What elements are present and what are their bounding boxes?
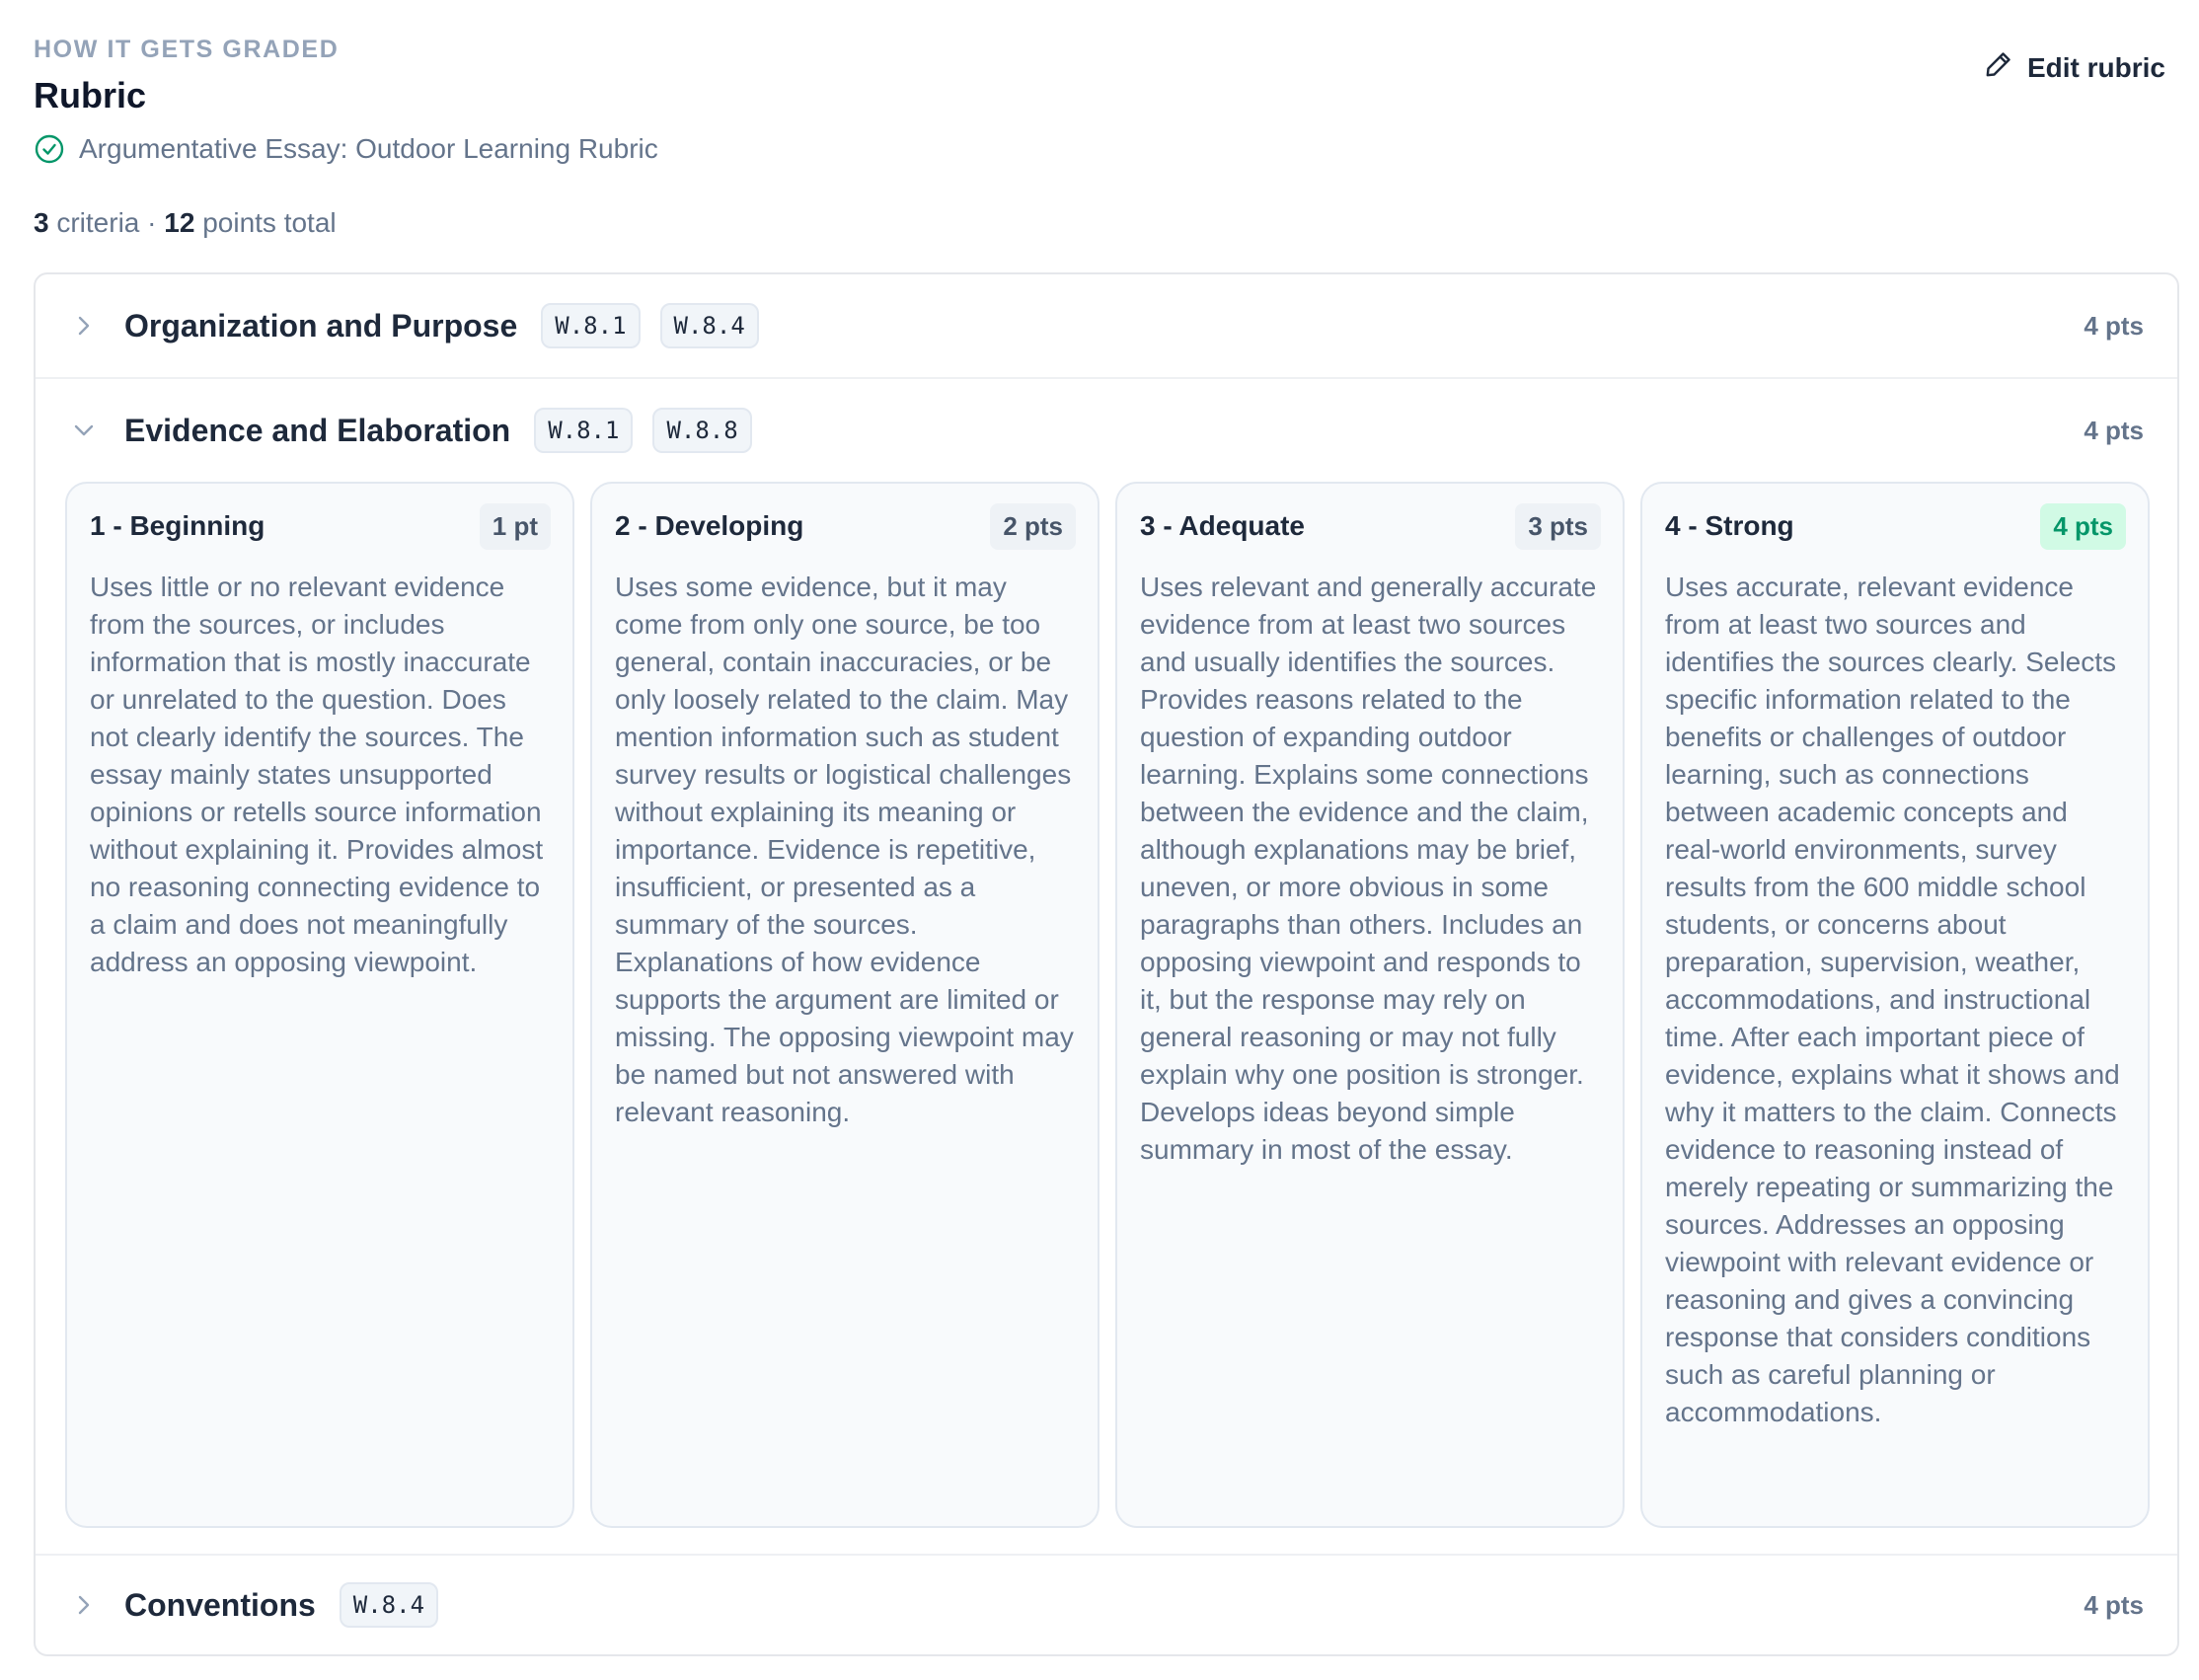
- standard-tag: W.8.1: [541, 303, 640, 348]
- criterion-points: 4 pts: [2084, 1589, 2144, 1620]
- level-name: 1 - Beginning: [90, 510, 265, 541]
- summary-separator: ·: [147, 207, 157, 238]
- level-card-adequate[interactable]: [1115, 482, 1625, 1528]
- standard-tag: W.8.8: [652, 408, 751, 453]
- level-name: 2 - Developing: [615, 510, 804, 541]
- level-card-beginning[interactable]: [65, 482, 574, 1528]
- check-circle-icon: [34, 133, 65, 165]
- page-title: Rubric: [34, 75, 147, 115]
- level-card-strong[interactable]: [1640, 482, 2150, 1528]
- rubric-name-row: [34, 133, 658, 165]
- level-points-badge: 1 pt: [480, 503, 551, 550]
- criteria-panel: [34, 272, 2179, 1656]
- level-header: [615, 501, 1076, 551]
- level-points-badge: 3 pts: [1515, 503, 1601, 550]
- performance-levels: [65, 482, 2150, 1528]
- criterion-header-organization[interactable]: [36, 274, 2177, 377]
- section-eyebrow: HOW IT GETS GRADED: [34, 36, 340, 63]
- standard-tag: W.8.1: [534, 408, 633, 453]
- rubric-name: Argumentative Essay: Outdoor Learning Rubric: [79, 133, 658, 164]
- level-header: [1140, 501, 1601, 551]
- level-name: 4 - Strong: [1665, 510, 1794, 541]
- edit-rubric-button[interactable]: [1984, 49, 2165, 86]
- edit-rubric-label: Edit rubric: [2026, 51, 2165, 83]
- criterion-points: 4 pts: [2084, 415, 2144, 445]
- rubric-summary: [34, 207, 337, 239]
- points-word: points total: [202, 207, 337, 238]
- pencil-icon: [1984, 49, 2013, 86]
- criterion-title: Organization and Purpose: [124, 307, 518, 344]
- chevron-down-icon: [71, 418, 97, 443]
- points-total: 12: [164, 207, 195, 238]
- standard-tag: W.8.4: [660, 303, 759, 348]
- level-description: Uses relevant and generally accurate evidence from at least two sources and usually identifies the sources. Provides reasons related to the question of expanding outdoor learning. Explains some connections between the evidence and the claim, although explanations may be brief, uneven, or more obvious in some paragraphs than others. Includes an opposing viewpoint and responds to it, but the response may rely on general reasoning or may not fully explain why one position is stronger. Develops ideas beyond simple summary in most of the essay.: [1140, 572, 1597, 1165]
- criterion-header-conventions[interactable]: [36, 1554, 2177, 1656]
- level-header: [90, 501, 551, 551]
- criterion-header-evidence[interactable]: [36, 379, 2177, 482]
- level-header: [1665, 501, 2126, 551]
- chevron-right-icon: [71, 313, 97, 339]
- criteria-word: criteria: [56, 207, 140, 238]
- level-description: Uses some evidence, but it may come from only one source, be too general, contain inaccuracies, or be only loosely related to the claim. May mention information such as student survey results or logistical challenges without explaining its meaning or importance. Evidence is repetitive, insufficient, or presented as a summary of the sources. Explanations of how evidence supports the argument are limited or missing. The opposing viewpoint may be named but not answered with relevant reasoning.: [615, 572, 1074, 1127]
- level-points-badge: 4 pts: [2040, 503, 2126, 550]
- level-points-badge: 2 pts: [990, 503, 1076, 550]
- level-description: Uses little or no relevant evidence from the sources, or includes information that is mostly inaccurate or unrelated to the question. Does not clearly identify the sources. The essay mainly states unsupported opinions or retells source information without explaining it. Provides almost no reasoning connecting evidence to a claim and does not meaningfully address an opposing viewpoint.: [90, 572, 544, 977]
- level-card-developing[interactable]: [590, 482, 1100, 1528]
- level-description: Uses accurate, relevant evidence from at least two sources and identifies the sources clearly. Selects specific information related to the benefits or challenges of outdoor learning, such as connections between academic concepts and real-world environments, survey results from the 600 middle school students, or concerns about preparation, supervision, weather, accommodations, and instructional time. After each important piece of evidence, explains what it shows and why it matters to the claim. Connects evidence to reasoning instead of merely repeating or summarizing the sources. Addresses an opposing viewpoint with relevant evidence or reasoning and gives a convincing response that considers conditions such as careful planning or accommodations.: [1665, 572, 2120, 1427]
- standard-tag: W.8.4: [340, 1582, 438, 1628]
- criteria-count: 3: [34, 207, 49, 238]
- criterion-points: 4 pts: [2084, 310, 2144, 341]
- criterion-title: Evidence and Elaboration: [124, 412, 511, 448]
- criterion-title: Conventions: [124, 1586, 316, 1623]
- chevron-right-icon: [71, 1592, 97, 1618]
- level-name: 3 - Adequate: [1140, 510, 1305, 541]
